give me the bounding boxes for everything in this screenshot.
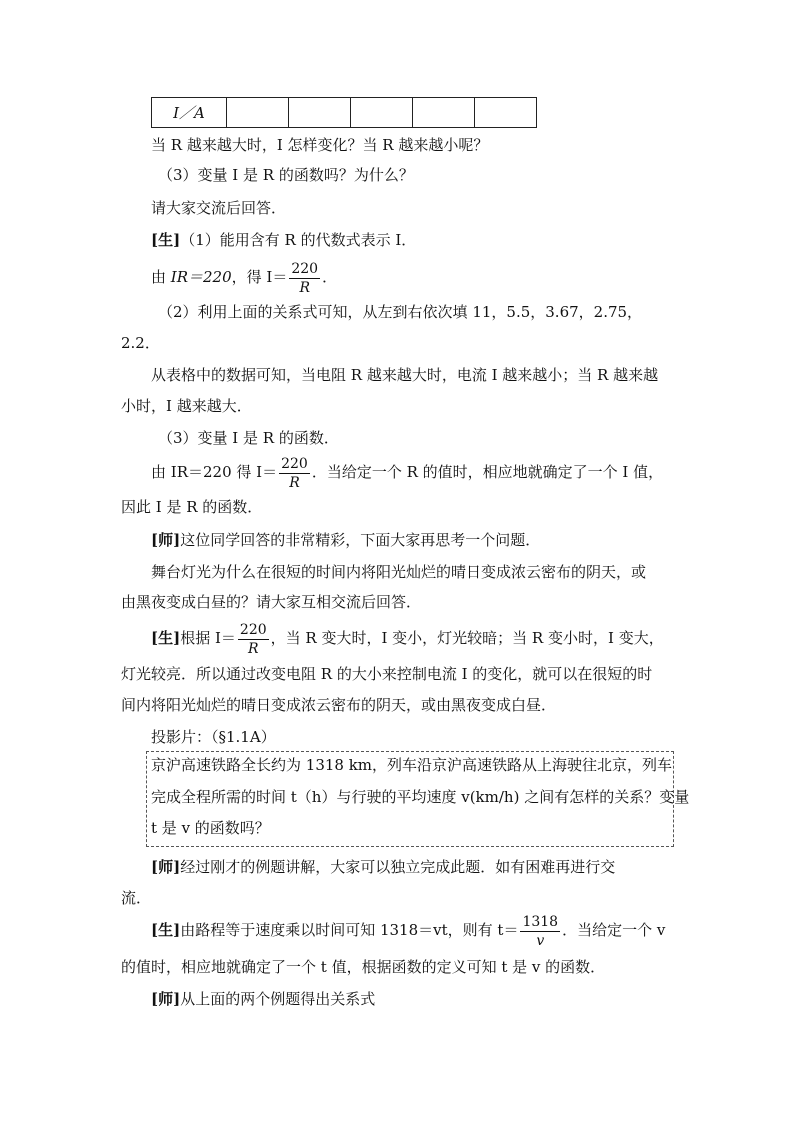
student-answer-3: （3）变量 I 是 R 的函数． (158, 429, 339, 447)
speaker-tag: [师] (151, 990, 181, 1008)
text: 根据 I＝ (180, 629, 236, 647)
teacher-comment-1 (151, 530, 540, 550)
table-row (152, 98, 537, 128)
student-answer-4-line-3: 间内将阳光灿烂的晴日变成浓云密布的阴天，或由黑夜变成白昼． (121, 696, 557, 714)
speaker-tag: [生] (151, 231, 181, 249)
teacher-comment-3 (151, 989, 375, 1009)
paragraph-analysis-line-2: 小时，I 越来越大． (121, 397, 252, 415)
fraction (520, 913, 560, 950)
teacher-question-line-2: 由黑夜变成白昼的？请大家互相交流后回答． (121, 593, 422, 611)
text: ．当给定一个 v (562, 921, 666, 939)
fraction (279, 455, 310, 492)
table-cell (351, 98, 413, 128)
speaker-tag: [师] (151, 531, 181, 549)
fraction-denominator: R (248, 640, 259, 657)
teacher-question-line-1: 舞台灯光为什么在很短的时间内将阳光灿烂的晴日变成浓云密布的阴天，或 (151, 563, 647, 581)
speaker-tag: [生] (151, 629, 181, 647)
fraction-numerator: 220 (291, 260, 319, 277)
speaker-tag: [生] (151, 921, 181, 939)
text: ．当给定一个 R 的值时，相应地就确定了一个 I 值， (311, 463, 664, 481)
student-answer-5-line-2: 的值时，相应地就确定了一个 t 值，根据函数的定义可知 t 是 v 的函数． (121, 958, 606, 976)
problem-line-3: t 是 v 的函数吗？ (151, 819, 270, 837)
table-cell (289, 98, 351, 128)
problem-line-2: 完成全程所需的时间 t（h）与行驶的平均速度 v(km/h) 之间有怎样的关系？变量 (151, 788, 690, 806)
comment-text: 这位同学回答的非常精彩，下面大家再思考一个问题． (180, 531, 541, 549)
comment-text: 从上面的两个例题得出关系式 (180, 990, 376, 1008)
teacher-comment-2-line-2: 流． (121, 889, 152, 907)
conclusion-line: 因此 I 是 R 的函数． (121, 498, 263, 516)
fraction-denominator: R (299, 279, 310, 296)
fraction-denominator: v (536, 932, 545, 949)
text: 由 (151, 268, 171, 286)
problem-line-1: 京沪高速铁路全长约为 1318 km，列车沿京沪高速铁路从上海驶往北京，列车 (151, 756, 673, 774)
text: 由 IR＝220 得 I＝ (151, 463, 278, 481)
value-table (151, 97, 537, 128)
slide-label: 投影片：（§1.1A） (151, 728, 276, 746)
student-answer-1 (151, 230, 416, 250)
answer-text: （1）能用含有 R 的代数式表示 I． (180, 231, 417, 249)
paragraph-analysis-line-1: 从表格中的数据可知，当电阻 R 越来越大时，电流 I 越来越小；当 R 越来越 (151, 366, 659, 384)
text: ，当 R 变大时，I 变小，灯光较暗；当 R 变小时，I 变大， (270, 629, 664, 647)
fraction-numerator: 1318 (522, 913, 559, 930)
formula-line-1 (151, 257, 337, 297)
table-cell (413, 98, 475, 128)
student-answer-5-line-1 (151, 910, 665, 950)
paragraph-question-3: （3）变量 I 是 R 的函数吗？为什么？ (158, 166, 414, 184)
table-cell (475, 98, 537, 128)
fraction-numerator: 220 (281, 455, 308, 472)
fraction-numerator: 220 (239, 621, 267, 638)
student-answer-2-line-1: （2）利用上面的关系式可知，从左到右依次填 11，5.5，3.67，2.75， (158, 303, 643, 321)
text: 由路程等于速度乘以时间可知 1318＝vt，则有 t＝ (180, 921, 519, 939)
paragraph-instruction: 请大家交流后回答． (151, 199, 287, 217)
fraction-denominator: R (289, 474, 300, 491)
table-cell (227, 98, 289, 128)
text: ，得 I＝ (231, 268, 288, 286)
table-row-label: I／A (152, 98, 227, 128)
student-answer-4-line-2: 灯光较亮．所以通过改变电阻 R 的大小来控制电流 I 的变化，就可以在很短的时 (121, 665, 653, 683)
fraction (238, 621, 269, 658)
student-answer-2-line-2: 2.2． (121, 334, 160, 352)
formula-line-2 (151, 452, 663, 492)
student-answer-4-line-1 (151, 618, 664, 658)
speaker-tag: [师] (151, 858, 181, 876)
text: ． (322, 268, 338, 286)
equation: IR＝220 (170, 268, 232, 286)
paragraph-question-1: 当 R 越来越大时，I 怎样变化？当 R 越来越小呢？ (151, 136, 489, 154)
fraction (289, 260, 320, 297)
teacher-comment-2-line-1 (151, 857, 615, 877)
comment-text: 经过刚才的例题讲解，大家可以独立完成此题．如有困难再进行交 (180, 858, 616, 876)
